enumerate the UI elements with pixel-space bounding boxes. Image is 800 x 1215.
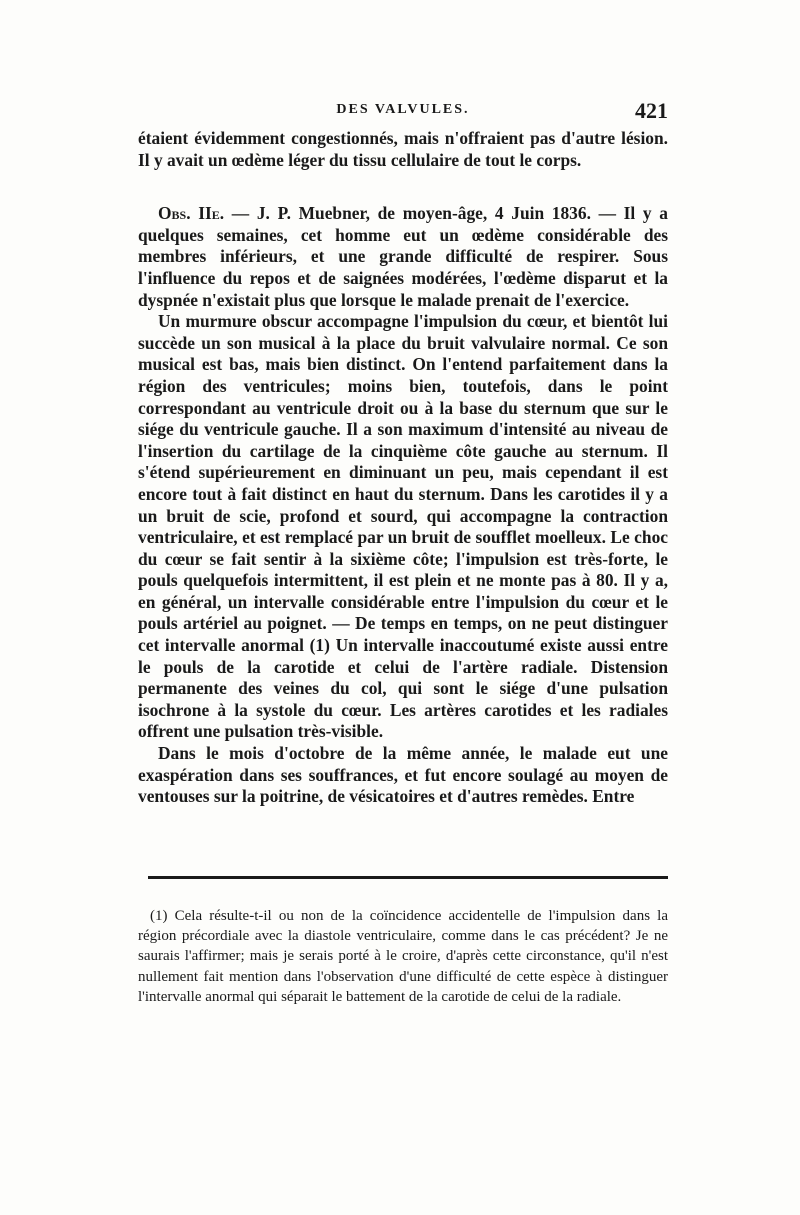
observation-text: — J. P. Muebner, de moyen-âge, 4 Juin 1836. — Il y a quelques semaines, cet homme eut un œdème considérable des membres inférieurs, et une grande difficulté de respirer. Sous l'influence du repos et de saignées modérées, l'œdème disparut et la dyspnée n'existait plus que lorsque le malade prenait de l'exercice. <box>138 203 668 310</box>
paragraph-continuation: étaient évidemment congestionnés, mais n'offraient pas d'autre lésion. Il y avait un œdème léger du tissu cellulaire de tout le corps. <box>138 128 668 170</box>
paragraph-october: Dans le mois d'octobre de la même année, le malade eut une exaspération dans ses souffrances, et fut encore soulagé au moyen de ventouses sur la poitrine, de vésicatoires et d'autres remèdes. Entre <box>138 743 668 807</box>
footnote-rule <box>148 876 668 879</box>
footnote <box>138 906 668 1007</box>
footnote-text: (1) Cela résulte-t-il ou non de la coïncidence accidentelle de l'impulsion dans la région précordiale avec la diastole ventriculaire, comme dans le cas précédent? Je ne saurais l'affirmer; mais je serais porté à le croire, d'après cette circonstance, qu'il n'est nullement fait mention dans l'observation d'une difficulté de cette espèce à distinguer l'intervalle anormal qui séparait le battement de la carotide de celui de la radiale. <box>138 908 668 1005</box>
observation-label: Obs. IIe. <box>158 203 225 224</box>
main-text <box>138 128 668 808</box>
page-number: 421 <box>635 98 668 123</box>
page-header <box>138 100 668 126</box>
running-head: DES VALVULES. <box>336 102 470 117</box>
paragraph-murmur: Un murmure obscur accompagne l'impulsion du cœur, et bientôt lui succède un son musical à la place du bruit valvulaire normal. Ce son musical est bas, mais bien distinct. On l'entend parfaitement dans la région des ventricules; moins bien, toutefois, dans le point correspondant au ventricule droit ou à la base du sternum que sur le siége du ventricule gauche. Il a son maximum d'intensité au niveau de l'insertion du cartilage de la cinquième côte gauche au sternum. Il s'étend supérieurement en diminuant un peu, mais cependant il est encore tout à fait distinct en haut du sternum. Dans les carotides il y a un bruit de scie, profond et sourd, qui accompagne la contraction ventriculaire, et est remplacé par un bruit de soufflet moelleux. Le choc du cœur se fait sentir à la sixième côte; l'impulsion est très-forte, le pouls quelquefois intermittent, il est plein et ne monte pas à 80. Il y a, en général, un intervalle considérable entre l'impulsion du cœur et le pouls artériel au poignet. — De temps en temps, on ne peut distinguer cet intervalle anormal (1) Un intervalle inaccoutumé existe aussi entre le pouls de la carotide et celui de l'artère radiale. Distension permanente des veines du col, qui sont le siége d'une pulsation isochrone à la systole du cœur. Les artères carotides et les radiales offrent une pulsation très-visible. <box>138 311 668 742</box>
paragraph-observation <box>138 203 668 311</box>
